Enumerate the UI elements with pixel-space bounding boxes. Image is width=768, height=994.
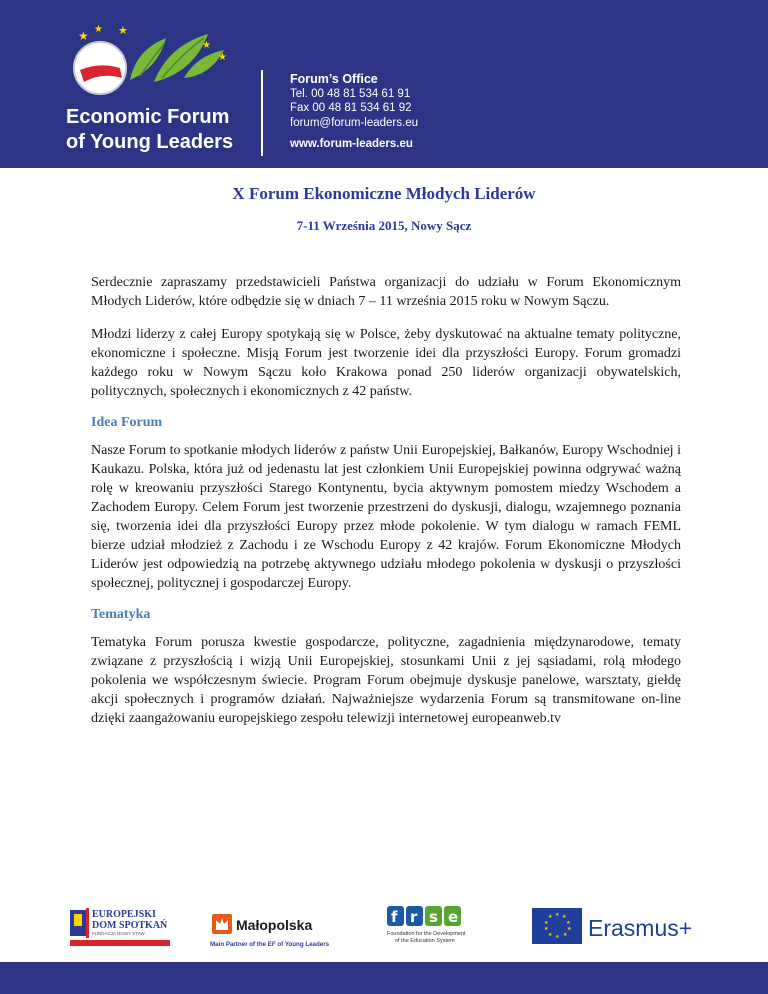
website-link[interactable]: www.forum-leaders.eu bbox=[290, 138, 413, 150]
frse-caption-1: Foundation for the Development bbox=[387, 931, 466, 937]
org-name-line2: of Young Leaders bbox=[66, 131, 234, 153]
frse-logo-icon bbox=[385, 904, 503, 946]
document-title: X Forum Ekonomiczne Młodych Liderów bbox=[232, 184, 536, 203]
phone-number: Tel. 00 48 81 534 61 91 bbox=[290, 87, 411, 100]
svg-text:★: ★ bbox=[555, 934, 560, 940]
svg-text:★: ★ bbox=[218, 52, 227, 63]
document-subtitle: 7-11 Września 2015, Nowy Sącz bbox=[296, 218, 472, 233]
section-heading-topics: Tematyka bbox=[91, 607, 151, 622]
leaf-logo-icon bbox=[58, 20, 248, 105]
svg-text:★: ★ bbox=[567, 926, 572, 932]
footer-bar bbox=[0, 962, 768, 994]
forum-logo bbox=[58, 20, 248, 160]
eu-flag-icon bbox=[532, 908, 712, 948]
svg-text:★: ★ bbox=[78, 29, 89, 43]
office-label: Forum’s Office bbox=[290, 72, 378, 86]
svg-text:★: ★ bbox=[562, 914, 567, 920]
svg-text:★: ★ bbox=[544, 926, 549, 932]
document-body bbox=[91, 273, 681, 742]
erasmus-plus-logo bbox=[532, 908, 712, 948]
ed-line1: EUROPEJSKI bbox=[92, 909, 156, 920]
org-name-line1: Economic Forum bbox=[66, 106, 230, 128]
section-heading-idea: Idea Forum bbox=[91, 415, 163, 430]
page-header bbox=[0, 0, 768, 168]
frse-caption-2: of the Education System bbox=[395, 938, 455, 944]
erasmus-label: Erasmus+ bbox=[588, 915, 693, 941]
organization-name bbox=[66, 105, 233, 155]
svg-text:★: ★ bbox=[566, 920, 571, 926]
svg-text:★: ★ bbox=[555, 912, 560, 918]
leaders-paragraph: Młodzi liderzy z całej Europy spotykają się w Polsce, żeby dyskutować na aktualne tematy polityczne, ekonomiczne i społeczne. Misją Forum jest tworzenie idei dla przyszłości Europy. Forum gromadzi każdego roku w Nowym Sączu koło Krakowa ponad 250 liderów organizacji obywatelskich, politycznych, społecznych i ekonomicznych z 42 państw. bbox=[91, 327, 681, 399]
svg-text:r: r bbox=[410, 908, 418, 926]
europejski-dom-spotkan-logo bbox=[68, 904, 190, 948]
header-divider bbox=[261, 70, 263, 156]
malopolska-name: Małopolska bbox=[236, 917, 313, 933]
ed-line3: FUNDACJA NOWY STAW bbox=[92, 931, 145, 936]
svg-text:s: s bbox=[429, 908, 438, 926]
topics-paragraph: Tematyka Forum porusza kwestie gospodarcze, polityczne, zagadnienia międzynarodowe, tematy związane z przyszłością i wizją Unii Europejskiej, stosunkami Unii z jej sąsiadami, rolą młodego pokolenia we współczesnym świecie. Program Forum obejmuje dyskusje panelowe, warsztaty, giełdę akcji społecznych i programów działań. Najważniejsze wydarzenia Forum są transmitowane on-line dzięki zaangażowaniu europejskiego zespołu telewizji internetowej europeanweb.tv bbox=[91, 635, 681, 726]
svg-text:★: ★ bbox=[563, 932, 568, 938]
svg-text:★: ★ bbox=[548, 932, 553, 938]
svg-text:★: ★ bbox=[202, 40, 211, 51]
ed-line2: DOM SPOTKAŃ bbox=[92, 920, 168, 931]
malopolska-caption: Main Partner of the EF of Young Leaders bbox=[210, 941, 330, 948]
fax-number: Fax 00 48 81 534 61 92 bbox=[290, 102, 412, 114]
svg-text:e: e bbox=[448, 908, 459, 926]
intro-paragraph: Serdecznie zapraszamy przedstawicieli Państwa organizacji do udziału w Forum Ekonomicznym Młodych Liderów, które odbędzie się w dniach 7 – 11 września 2015 roku w Nowym Sączu. bbox=[91, 275, 681, 309]
email-address[interactable]: forum@forum-leaders.eu bbox=[290, 116, 418, 129]
malopolska-logo bbox=[208, 910, 348, 950]
contact-block bbox=[290, 72, 418, 152]
svg-text:★: ★ bbox=[118, 24, 128, 37]
idea-paragraph: Nasze Forum to spotkanie młodych liderów z państw Unii Europejskiej, Bałkanów, Europy Wschodniej i Kaukazu. Polska, która już od jedenastu lat jest członkiem Unii Europejskiej powinna odgrywać ważną rolę w kreowaniu przyszłości Starego Kontynentu, bycia aktywnym pomostem miedzy Wschodem a Zachodem Europy. Celem Forum jest tworzenie przestrzeni do dyskusji, dialogu, wzajemnego poznania się, tworzenia idei dla przyszłości Europy przez młode pokolenie. W tym dialogu w ramach FEML bierze udział młodzież z Zachodu i ze Wschodu Europy z 42 krajów. Forum Ekonomiczne Młodych Liderów jest odpowiedzią na potrzebę aktywnego udziału młodego pokolenia w dyskusji o przyszłości społecznej, politycznej i gospodarczej Europy. bbox=[91, 443, 681, 591]
malopolska-logo-icon bbox=[208, 910, 348, 950]
svg-text:f: f bbox=[391, 908, 398, 926]
europejski-dom-logo-icon bbox=[68, 904, 190, 948]
svg-text:★: ★ bbox=[94, 24, 103, 35]
svg-text:★: ★ bbox=[544, 920, 549, 926]
frse-logo bbox=[385, 904, 503, 946]
svg-text:★: ★ bbox=[548, 914, 553, 920]
partner-logos bbox=[0, 900, 768, 948]
